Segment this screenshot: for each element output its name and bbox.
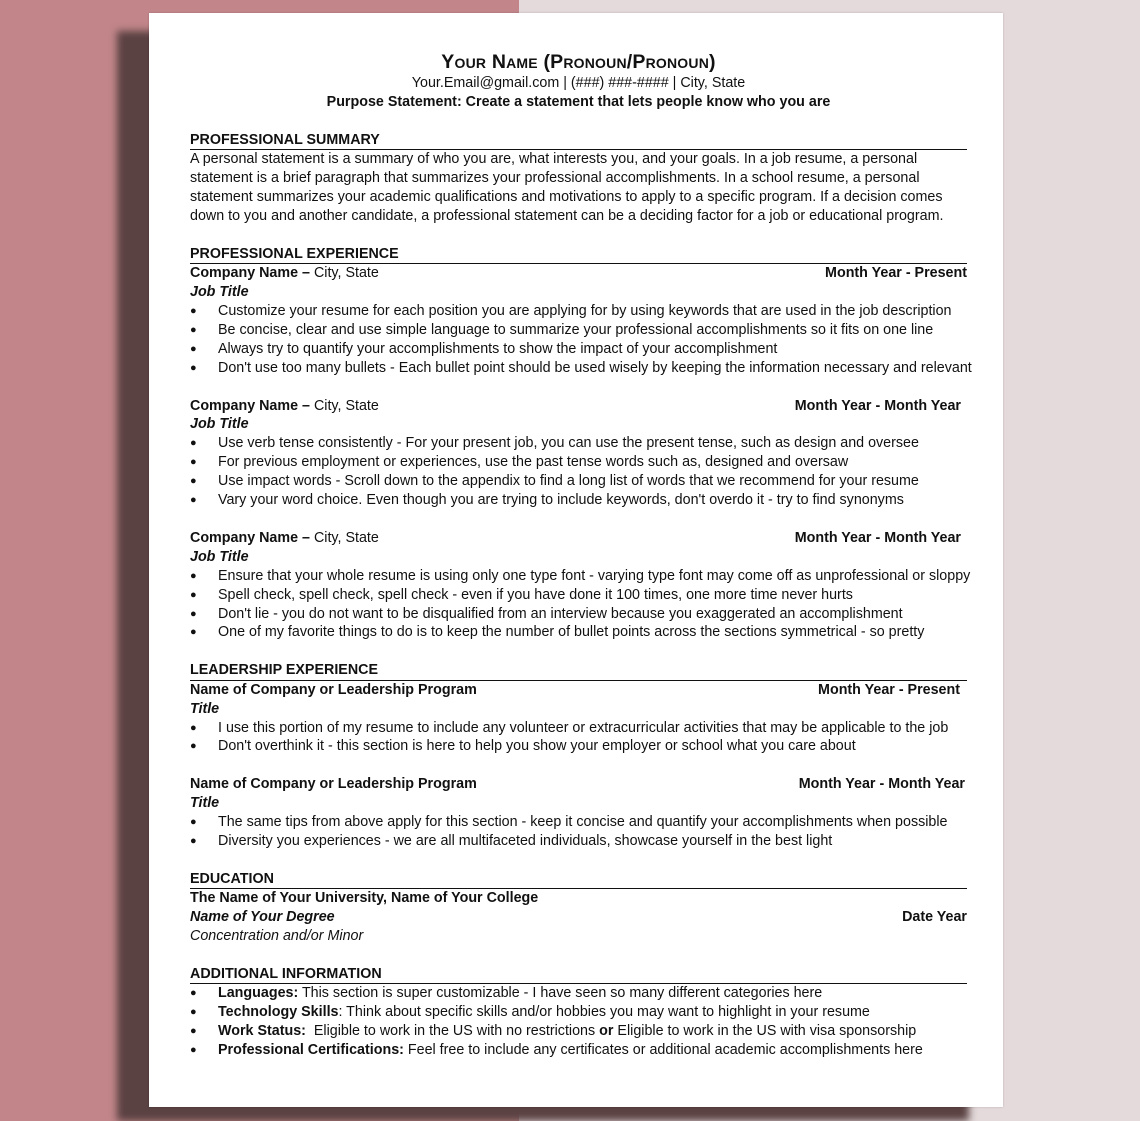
- bullet-item: ● The same tips from above apply for this section - keep it concise and quantify your accomplishments when possible: [190, 813, 967, 832]
- leadership-entry: [190, 775, 967, 851]
- additional-text: Feel free to include any certificates or additional academic accomplishments here: [403, 1042, 923, 1059]
- job-title: Job Title: [190, 548, 249, 565]
- spacer: [190, 378, 967, 397]
- summary-line: statement summarizes your academic qualifications and motivations to apply to a specific program. If a decision comes: [190, 189, 943, 206]
- additional-label: Technology Skills: [218, 1004, 339, 1021]
- bullet-item: ● Ensure that your whole resume is using only one type font - varying type font may come off as unprofessional or sloppy: [190, 567, 967, 586]
- bullet-item: ● Be concise, clear and use simple language to summarize your professional accomplishments so it fits on one line: [190, 321, 967, 340]
- spacer: [190, 756, 967, 775]
- job-company-location: [190, 397, 379, 416]
- job-dates: Month Year - Month Year: [794, 529, 961, 546]
- job-bullets: [190, 567, 971, 643]
- job-company-location: [190, 529, 379, 548]
- job-entry: [190, 529, 971, 642]
- job-title: Job Title: [190, 416, 249, 433]
- job-header: [190, 264, 967, 283]
- purpose-statement: Purpose Statement: Create a statement that lets people know who you are: [326, 93, 831, 110]
- additional-item: [190, 1041, 967, 1060]
- bullet-item: ● Use verb tense consistently - For your present job, you can use the present tense, such as design and oversee: [190, 434, 967, 453]
- education-date: Date Year: [902, 909, 967, 926]
- leadership-header: [190, 775, 967, 794]
- additional-text: Eligible to work in the US with no restrictions: [305, 1023, 600, 1040]
- job-company: Company Name –: [190, 397, 314, 414]
- education-degree: Name of Your Degree: [190, 909, 335, 926]
- section-title-leadership: LEADERSHIP EXPERIENCE: [190, 661, 967, 681]
- bullet-item: ● Don't use too many bullets - Each bullet point should be used wisely by keeping the information necessary and relevant: [190, 359, 967, 378]
- job-location: City, State: [313, 529, 379, 546]
- education-degree-row: [190, 908, 967, 927]
- contact-line: Your.Email@gmail.com | (###) ###-#### | City, State: [411, 75, 746, 91]
- additional-label: Languages:: [218, 985, 299, 1002]
- leadership-header: [190, 681, 967, 700]
- summary-paragraph: [190, 150, 967, 226]
- additional-item: [190, 1003, 967, 1022]
- job-dates: Month Year - Month Year: [794, 397, 961, 414]
- resume-header: [190, 50, 967, 112]
- leadership-title: Title: [190, 700, 220, 717]
- job-location: City, State: [313, 397, 379, 414]
- section-title-summary: PROFESSIONAL SUMMARY: [190, 131, 967, 151]
- additional-text: Eligible to work in the US with visa sponsorship: [613, 1023, 917, 1040]
- leadership-bullets: [190, 719, 967, 757]
- bullet-item: ● Use impact words - Scroll down to the appendix to find a long list of words that we recommend for your resume: [190, 472, 967, 491]
- additional-label: Work Status:: [218, 1023, 306, 1040]
- bullet-item: ● Don't overthink it - this section is here to help you show your employer or school what you care about: [190, 737, 967, 756]
- job-header: [190, 529, 967, 548]
- bullet-item: ● Diversity you experiences - we are all multifaceted individuals, showcase yourself in the best light: [190, 832, 967, 851]
- bullet-item: ● Don't lie - you do not want to be disqualified from an interview because you exaggerated an accomplishment: [190, 605, 967, 624]
- job-header: [190, 397, 967, 416]
- job-bullets: [190, 434, 967, 510]
- education-school: The Name of Your University, Name of Your College: [190, 890, 539, 907]
- education-concentration: Concentration and/or Minor: [190, 928, 364, 945]
- leadership-dates: Month Year - Month Year: [798, 776, 965, 793]
- section-title-additional: ADDITIONAL INFORMATION: [190, 965, 967, 985]
- additional-item: [190, 1022, 967, 1041]
- bullet-item: ● Always try to quantify your accomplishments to show the impact of your accomplishment: [190, 340, 967, 359]
- additional-text: : Think about specific skills and/or hobbies you may want to highlight in your resume: [338, 1004, 870, 1021]
- section-title-experience: PROFESSIONAL EXPERIENCE: [190, 245, 967, 265]
- additional-text: This section is super customizable - I have seen so many different categories here: [298, 985, 823, 1002]
- bullet-item: ● Spell check, spell check, spell check - even if you have done it 100 times, one more time never hurts: [190, 586, 967, 605]
- resume-page: [149, 13, 1003, 1107]
- bullet-item: ● One of my favorite things to do is to keep the number of bullet points across the sections symmetrical - so pretty: [190, 623, 967, 642]
- job-company-location: [190, 264, 379, 283]
- section-title-education: EDUCATION: [190, 870, 967, 890]
- bullet-item: ● Customize your resume for each position you are applying for by using keywords that are used in the job description: [190, 302, 967, 321]
- summary-line: A personal statement is a summary of who you are, what interests you, and your goals. In a job resume, a personal: [190, 151, 918, 168]
- summary-line: statement is a brief paragraph that summarizes your professional accomplishments. In a school resume, a personal: [190, 170, 920, 187]
- job-title: Job Title: [190, 284, 249, 301]
- additional-label: Professional Certifications:: [218, 1042, 404, 1059]
- candidate-name: Your Name (Pronoun/Pronoun): [441, 51, 716, 73]
- leadership-org: Name of Company or Leadership Program: [190, 681, 477, 698]
- job-entry: [190, 397, 967, 510]
- leadership-entry: [190, 681, 967, 757]
- job-entry: [190, 264, 972, 377]
- leadership-bullets: [190, 813, 967, 851]
- leadership-dates: Month Year - Present: [818, 681, 960, 698]
- job-location: City, State: [313, 265, 379, 282]
- bullet-item: ● I use this portion of my resume to include any volunteer or extracurricular activities that may be applicable to the job: [190, 719, 967, 738]
- summary-line: down to you and another candidate, a professional statement can be a deciding factor for a job or educational program.: [190, 207, 944, 224]
- job-company: Company Name –: [190, 265, 314, 282]
- job-dates: Month Year - Present: [825, 265, 967, 282]
- additional-list: [190, 984, 967, 1060]
- job-bullets: [190, 302, 972, 378]
- bullet-item: ● For previous employment or experiences, use the past tense words such as, designed and oversaw: [190, 453, 967, 472]
- bullet-item: ● Vary your word choice. Even though you are trying to include keywords, don't overdo it - try to find synonyms: [190, 491, 967, 510]
- spacer: [190, 510, 967, 529]
- additional-or: or: [599, 1023, 614, 1040]
- additional-item: [190, 984, 967, 1003]
- resume-content: [190, 50, 972, 1060]
- leadership-title: Title: [190, 795, 220, 812]
- job-company: Company Name –: [190, 529, 314, 546]
- leadership-org: Name of Company or Leadership Program: [190, 776, 477, 793]
